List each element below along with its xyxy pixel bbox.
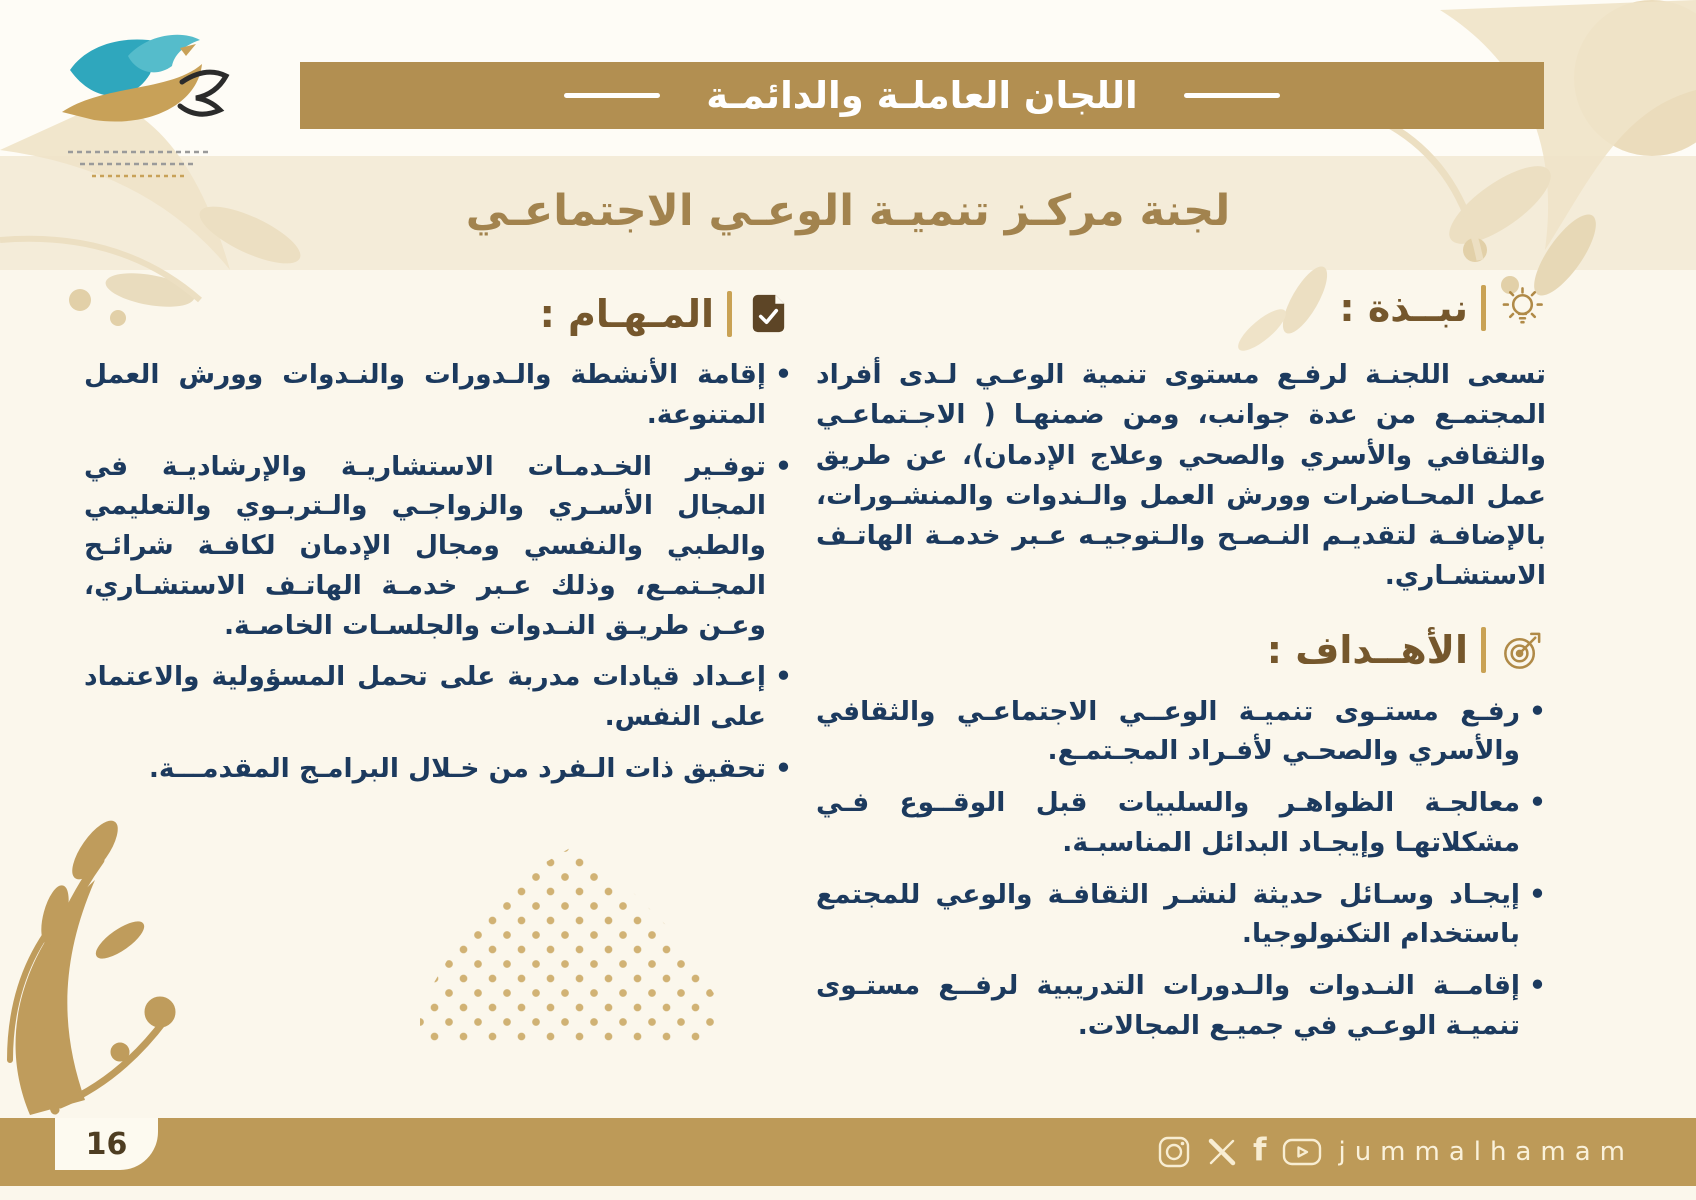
org-logo <box>32 12 247 187</box>
about-heading: نبــذة : <box>1339 285 1468 330</box>
objective-item: • معالجـة الظواهـر والسلبيات قبل الوقــوع فـي مشكلاتهـا وإيجـاد البدائل المناسبـة. <box>816 783 1546 863</box>
target-icon <box>1499 627 1546 674</box>
about-heading-row <box>816 284 1546 331</box>
footer-bar <box>0 1118 1696 1186</box>
facebook-icon: f <box>1252 1131 1267 1168</box>
objective-item: • إيجـاد وسـائل حديثة لنشـر الثقافـة والوعي للمجتمع باستخدام التكنولوجيا. <box>816 875 1546 955</box>
page-number-badge <box>55 1118 158 1170</box>
x-icon <box>1207 1137 1237 1167</box>
note-check-icon <box>745 290 792 337</box>
tasks-heading: المـهـام : <box>539 291 714 336</box>
task-item: • تحقيق ذات الـفرد من خـلال البرامـج المقدمـــة. <box>84 749 792 789</box>
footer-social <box>1157 1118 1648 1186</box>
banner-dash-right <box>1184 93 1280 98</box>
page-subtitle: لجنة مركـز تنميـة الوعـي الاجتماعـي <box>465 186 1231 236</box>
dots-decoration <box>420 848 720 1046</box>
lightbulb-icon <box>1499 284 1546 331</box>
page-number: 16 <box>85 1126 128 1162</box>
youtube-icon <box>1282 1137 1322 1167</box>
objectives-heading-row <box>816 627 1546 674</box>
section-about-objectives <box>816 284 1546 1058</box>
heading-accent-bar <box>1481 285 1486 331</box>
objectives-heading: الأهــداف : <box>1266 628 1468 673</box>
task-item: • إقامة الأنشطة والـدورات والنـدوات وورش العمل المتنوعة. <box>84 355 792 435</box>
tasks-list <box>84 355 792 789</box>
banner-title: اللجان العاملـة والدائمـة <box>706 74 1138 117</box>
section-tasks <box>84 290 792 801</box>
task-item: • توفـير الخـدمـات الاستشاريـة والإرشاديـة في المجال الأسـري والزواجـي والـتربـوي والتعليمي والطبي والنفسي ومجال الإدمان لكافـة شرائـح المجـتمـع، وذلك عـبر خدمـة الهاتـف الاستشـاري، وعـن طريـق النـدوات والجلسـات الخاصـة. <box>84 447 792 646</box>
banner <box>300 62 1544 129</box>
tasks-heading-row <box>84 290 792 337</box>
objective-item: • رفـع مستـوى تنميـة الوعــي الاجتماعـي والثقافي والأسري والصحـي لأفـراد المجـتمـع. <box>816 692 1546 772</box>
about-body: تسعى اللجنـة لرفـع مستوى تنمية الوعـي لـدى أفراد المجتمـع من عدة جوانب، ومن ضمنهـا ( الاجـتماعـي والثقافي والأسري والصحي وعلاج الإدمان)، عن طريق عمل المحـاضرات وورش العمل والـندوات والمنشـورات، بالإضافـة لتقديـم النـصـح والـتوجيـه عـبر خدمـة الهاتـف الاستشـاري. <box>816 359 1546 592</box>
heading-accent-bar <box>727 291 732 337</box>
social-handle: jummalhamam <box>1338 1137 1634 1167</box>
heading-accent-bar <box>1481 627 1486 673</box>
objectives-list <box>816 692 1546 1046</box>
task-item: • إعـداد قيادات مدربة على تحمل المسؤولية والاعتماد على النفس. <box>84 657 792 737</box>
objective-item: • إقامــة النـدوات والـدورات التدريبية لرفــع مستـوى تنميـة الوعـي في جميـع المجالات. <box>816 966 1546 1046</box>
instagram-icon <box>1157 1135 1191 1169</box>
banner-dash-left <box>564 93 660 98</box>
